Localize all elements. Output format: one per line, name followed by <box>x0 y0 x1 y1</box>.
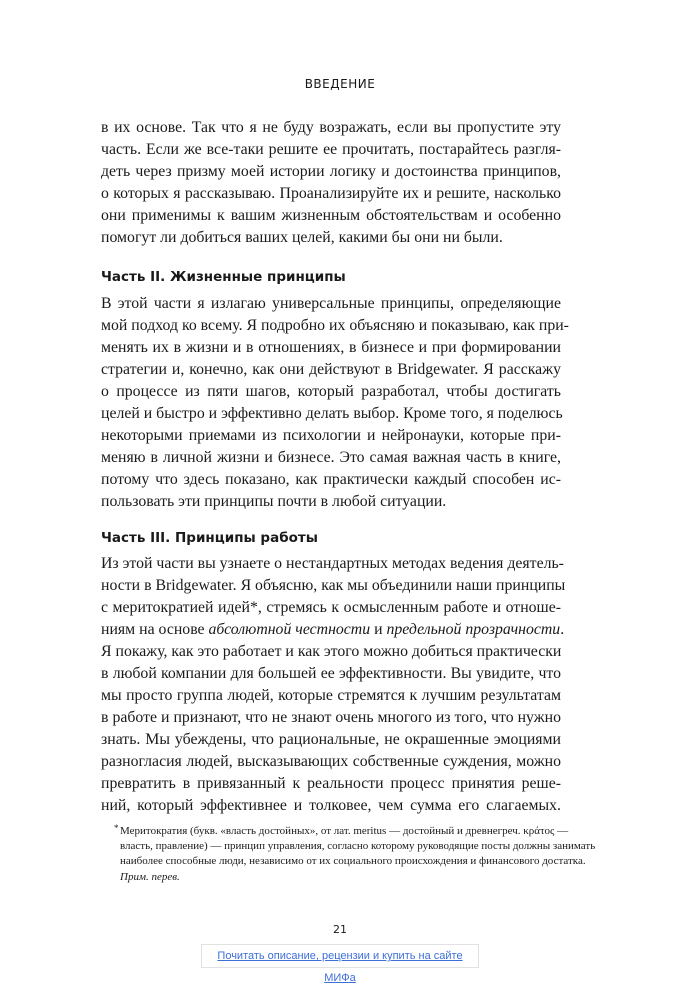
text-line: ний, который эффективнее и толковее, чем сумма его слагаемых. <box>101 797 561 814</box>
text-line: деть через призму моей истории логику и достоинства принципов, <box>101 163 561 180</box>
text-line: некоторыми приемами из психологии и нейронауки, которые при- <box>101 427 561 444</box>
text-line: в любой компании для большей ее эффективности. Вы увидите, что <box>101 665 561 682</box>
part2-heading: Часть II. Жизненные принципы <box>101 269 346 285</box>
buy-book-link[interactable]: Почитать описание, рецензии и купить на сайте МИФа <box>201 944 479 968</box>
text-line: ности в Bridgewater. Я объясню, как мы объединили наши принципы <box>101 577 566 594</box>
footnote-line: наиболее способные люди, независимо от их социального происхождения и финансового достатка. <box>120 855 586 868</box>
page-number: 21 <box>333 923 347 936</box>
text-line: о которых я рассказываю. Проанализируйте их и решите, насколько <box>101 185 561 202</box>
text-line: Из этой части вы узнаете о нестандартных методах ведения деятель- <box>101 555 564 572</box>
footnote-line: Меритократия (букв. «власть достойных», от лат. meritus — достойный и древнегреч. κράτος — <box>120 825 569 837</box>
text-line: помогут ли добиться ваших целей, какими бы они ни были. <box>101 229 503 246</box>
footnote-line: власть, правление) — принцип управления, согласно которому руководящие посты должны занимать <box>120 840 596 853</box>
emphasis-extreme-transparency: предельной прозрачности <box>386 621 561 638</box>
part2-paragraph <box>101 293 569 513</box>
running-head: ВВЕДЕНИЕ <box>304 77 376 91</box>
text-line: В этой части я излагаю универсальные принципы, определяющие <box>101 295 561 312</box>
text-line: стратегии и, конечно, как они действуют в Bridgewater. Я расскажу <box>101 361 561 378</box>
text-line: в работе и признают, что не знают очень многого из того, что нужно <box>101 709 561 726</box>
text-line: пользовать эти принципы почти в любой ситуации. <box>101 493 447 510</box>
text-line: в их основе. Так что я не буду возражать, если вы пропустите эту <box>101 119 561 136</box>
text-line: о процессе из пяти шагов, который разработал, чтобы достигать <box>101 383 561 400</box>
text-line: часть. Если же все-таки решите ее прочитать, постарайтесь разгля- <box>101 141 561 158</box>
text-run: и <box>370 621 387 638</box>
part3-paragraph <box>101 553 566 817</box>
footnote-note: Прим. перев. <box>120 870 180 883</box>
text-run: . <box>560 621 565 638</box>
text-line: менять их в жизни и в отношениях, в бизнесе и при формировании <box>101 339 561 356</box>
text-line <box>101 619 565 641</box>
text-line: превратить в привязанный к реальности процесс принятия реше- <box>101 775 561 792</box>
text-line: они применимы к вашим жизненным обстоятельствам и особенно <box>101 207 561 224</box>
text-line: мой подход ко всему. Я подробно их объясняю и показываю, как при- <box>101 317 569 334</box>
footnote <box>114 823 596 885</box>
text-line: знать. Мы убеждены, что рациональные, не окрашенные эмоциями <box>101 731 561 748</box>
text-line: мы просто группа людей, которые стремятся к лучшим результатам <box>101 687 561 704</box>
text-line: потому что здесь показано, как практически каждый способен ис- <box>101 471 561 488</box>
intro-paragraph <box>101 117 561 249</box>
text-run: ниям на основе <box>101 621 209 638</box>
text-line: разногласия людей, высказывающих собственные суждения, можно <box>101 753 561 770</box>
part3-heading: Часть III. Принципы работы <box>101 530 318 546</box>
text-line: меняю в личной жизни и бизнесе. Это самая важная часть в книге, <box>101 449 561 466</box>
text-line: целей и быстро и эффективно делать выбор. Кроме того, я поделюсь <box>101 405 563 422</box>
emphasis-absolute-honesty: абсолютной честности <box>208 621 371 638</box>
text-line: Я покажу, как это работает и как этого можно добиться практически <box>101 643 562 660</box>
text-line: с меритократией идей*, стремясь к осмысленным работе и отноше- <box>101 599 561 616</box>
footnote-mark: * <box>114 823 119 833</box>
